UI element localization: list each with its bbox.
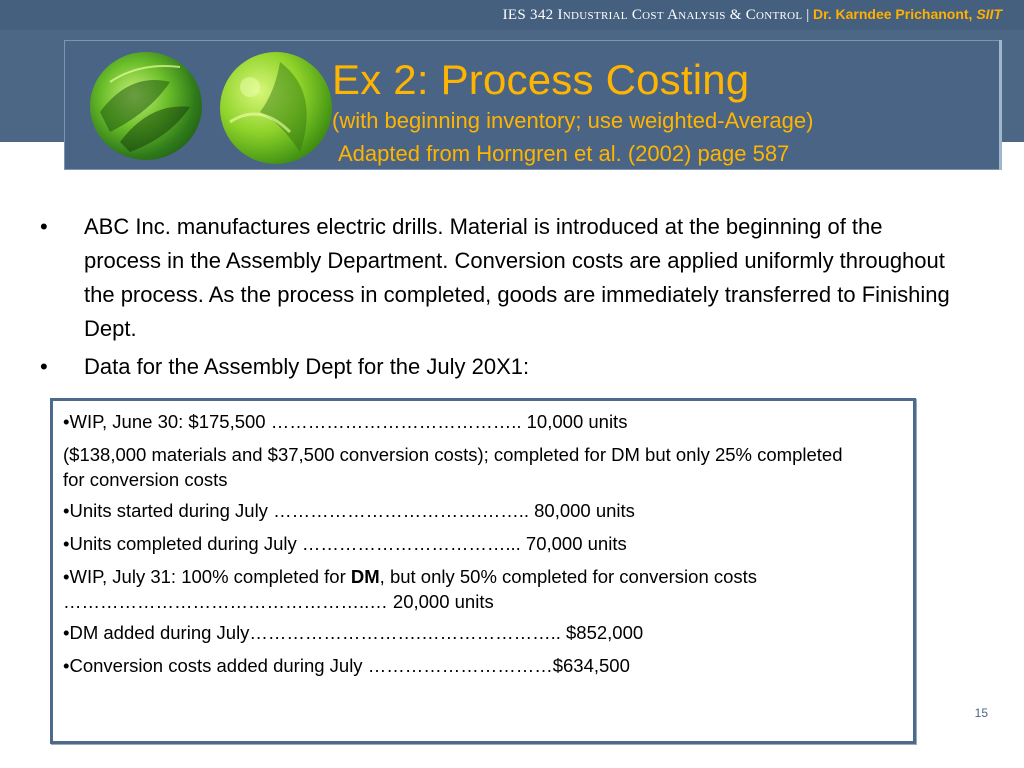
units-completed-line: •Units completed during July ……………………………... 70,000 units <box>63 533 627 554</box>
bullet-item <box>40 210 960 346</box>
panel-edge <box>999 40 1002 170</box>
slide-title: Ex 2: Process Costing <box>332 56 750 103</box>
course-title: IES 342 Industrial Cost Analysis & Control <box>502 7 803 23</box>
wip-june-line: •WIP, June 30: $175,500 ………………………………….. 10,000 units <box>63 411 628 432</box>
units-started-line: •Units started during July …………………………….…….. 80,000 units <box>63 500 635 521</box>
bullet-list <box>40 210 960 384</box>
wip-july-line <box>63 564 865 614</box>
course-header <box>503 6 1002 24</box>
institution-label: SIIT <box>976 6 1002 22</box>
bullet-item <box>40 350 960 384</box>
wip-june-detail: ($138,000 materials and $37,500 conversion costs); completed for DM but only 25% completed for conversion costs <box>63 444 843 490</box>
slide-source: Adapted from Horngren et al. (2002) page 587 <box>338 141 790 166</box>
page-number: 15 <box>974 706 988 720</box>
dm-added-line: •DM added during July……………………….………………….. $852,000 <box>63 622 644 643</box>
conversion-added-line: •Conversion costs added during July …………………………$634,500 <box>63 655 630 676</box>
slide-subtitle: (with beginning inventory; use weighted-Average) <box>332 108 814 133</box>
header-separator: | <box>802 7 813 23</box>
leaf-image-right <box>220 52 332 164</box>
leaf-image-left <box>90 52 202 160</box>
wip-july-text: •WIP, July 31: 100% completed for <box>63 566 351 587</box>
author-name <box>813 6 1002 22</box>
bullet-text: ABC Inc. manufactures electric drills. Material is introduced at the beginning of the process in the Assembly Department. Conversion costs are applied uniformly throughout the process. As the process in completed, goods are immediately transferred to Finishing Dept. <box>84 214 950 341</box>
dm-emphasis: DM <box>350 566 380 587</box>
author-label: Dr. Karndee Prichanont, <box>812 6 977 22</box>
bullet-text: Data for the Assembly Dept for the July 20X1: <box>84 354 530 379</box>
data-box <box>50 398 916 744</box>
bullet-marker: • <box>40 214 48 239</box>
bullet-marker: • <box>40 354 48 379</box>
wip-july-rest: , but only 50% completed for conversion costs …………………………………………..… 20,000 units <box>63 566 758 612</box>
